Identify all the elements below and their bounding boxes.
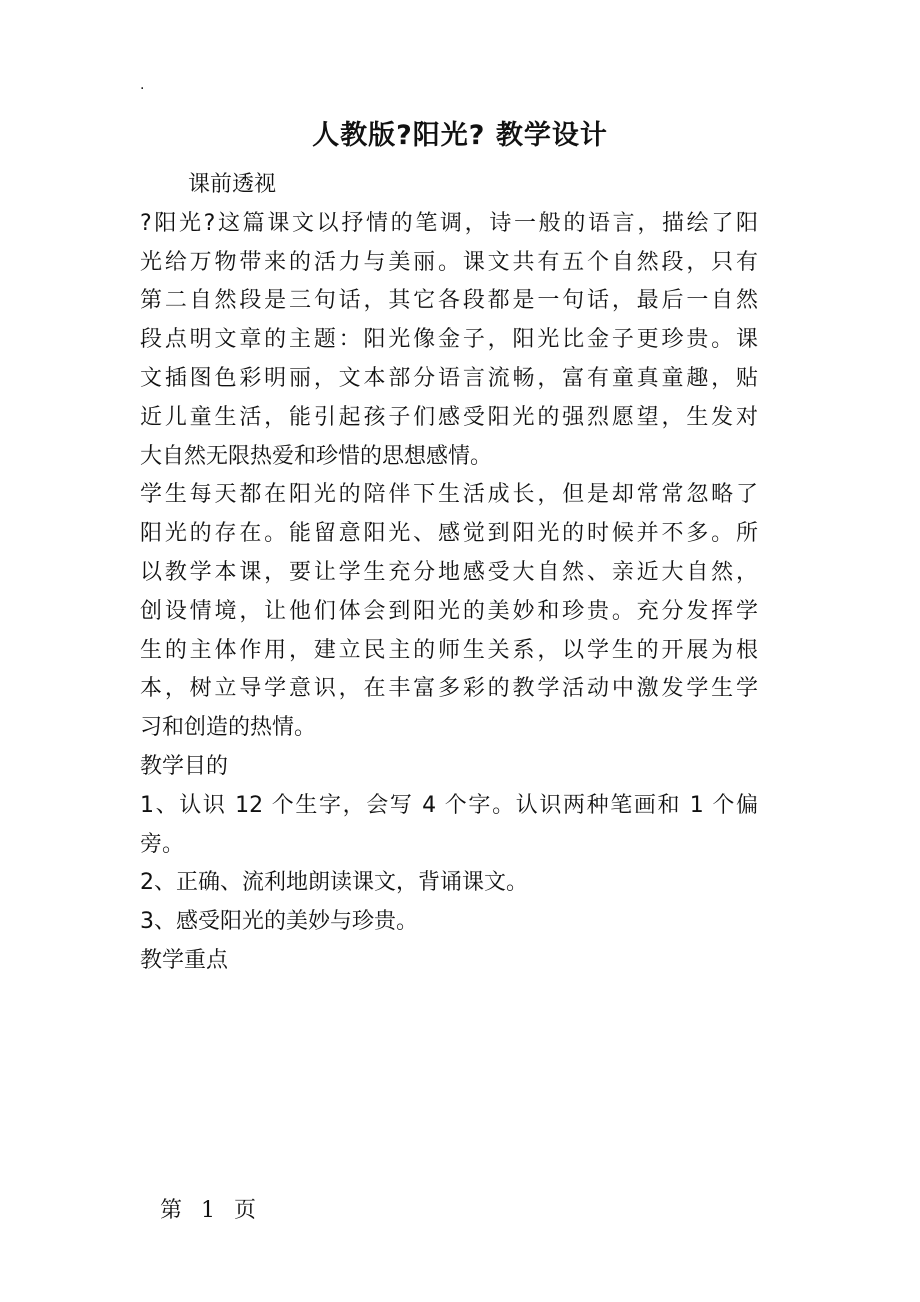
section-heading-key-points: 教学重点	[140, 947, 229, 973]
corner-mark: .	[140, 77, 145, 93]
paragraph-line: 本，树立导学意识，在丰富多彩的教学活动中激发学生学	[140, 676, 758, 702]
objective-item-continued: 旁。	[140, 831, 185, 857]
paragraph-line: 文插图色彩明丽，文本部分语言流畅，富有童真童趣，贴	[140, 365, 758, 391]
page-number-footer: 第 1 页	[160, 1198, 262, 1223]
paragraph-line: 段点明文章的主题：阳光像金子，阳光比金子更珍贵。课	[140, 327, 758, 353]
paragraph-line: 生的主体作用，建立民主的师生关系，以学生的开展为根	[140, 637, 758, 663]
paragraph-line: 第二自然段是三句话，其它各段都是一句话，最后一自然	[140, 288, 758, 314]
paragraph-line: 以教学本课，要让学生充分地感受大自然、亲近大自然，	[140, 559, 758, 585]
paragraph-line: 光给万物带来的活力与美丽。课文共有五个自然段，只有	[140, 249, 758, 275]
paragraph-line: 学生每天都在阳光的陪伴下生活成长，但是却常常忽略了	[140, 482, 758, 508]
objective-item: 3、感受阳光的美妙与珍贵。	[140, 909, 418, 935]
paragraph-line: 大自然无限热爱和珍惜的思想感情。	[140, 443, 493, 469]
paragraph-line: 习和创造的热情。	[140, 715, 317, 741]
section-heading-preview: 课前透视	[188, 172, 277, 197]
paragraph-line: 近儿童生活，能引起孩子们感受阳光的强烈愿望，生发对	[140, 404, 758, 430]
document-title: 人教版?阳光? 教学设计	[312, 120, 608, 151]
section-heading-objectives: 教学目的	[140, 753, 229, 779]
objective-item: 1、认识 12 个生字，会写 4 个字。认识两种笔画和 1 个偏	[140, 792, 758, 818]
paragraph-line: 阳光的存在。能留意阳光、感觉到阳光的时候并不多。所	[140, 521, 758, 547]
document-body	[140, 166, 780, 981]
paragraph-line: ?阳光?这篇课文以抒情的笔调，诗一般的语言，描绘了阳	[140, 210, 758, 236]
paragraph-line: 创设情境，让他们体会到阳光的美妙和珍贵。充分发挥学	[140, 598, 758, 624]
objective-item: 2、正确、流利地朗读课文，背诵课文。	[140, 870, 528, 896]
